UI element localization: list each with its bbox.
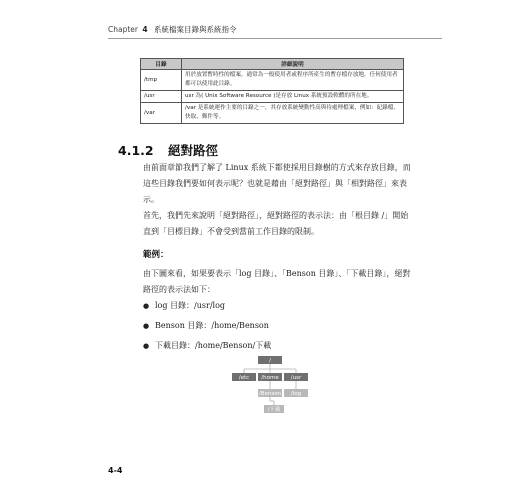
chapter-number: 4 xyxy=(142,25,148,34)
bullet-icon: ● xyxy=(143,322,150,330)
tree-node-root xyxy=(258,356,282,364)
running-header xyxy=(108,24,237,35)
tree-node-home-label: /home xyxy=(261,375,279,382)
tree-connectors xyxy=(244,364,296,405)
tree-node-etc xyxy=(232,373,256,381)
table-header-row xyxy=(141,59,404,70)
directory-table xyxy=(140,58,404,124)
bullet-icon: ● xyxy=(143,342,150,350)
table-cell-description: usr 為( Unix Software Resource )是存放 Linux 系統預設軟體的所在地。 xyxy=(182,91,404,103)
intro-paragraph: 由前面章節我們了解了 Linux 系統下都使採用目錄樹的方式來存放目錄，而這些目錄我們要如何表示呢？也就是藉由「絕對路徑」與「相對路徑」來表示。 xyxy=(143,163,411,204)
list-item-text: 下載目錄：/home/Benson/下載 xyxy=(155,341,272,350)
bullet-icon: ● xyxy=(143,302,150,310)
tree-node-usr xyxy=(284,373,308,381)
chapter-title: 系統檔案目錄與系統指令 xyxy=(154,25,237,34)
table-cell-description: 用於放置暫時性的檔案，通常為一般使用者或程序所產生的暫存檔存放地，任何使用者都可以使用此目錄。 xyxy=(182,70,404,91)
header-divider xyxy=(108,38,442,39)
tree-node-download-label: /下載 xyxy=(267,407,281,414)
tree-node-root-label: / xyxy=(269,358,271,365)
column-header-directory: 目錄 xyxy=(141,59,182,70)
list-item-text: Benson 目錄：/home/Benson xyxy=(155,321,269,330)
tree-node-download xyxy=(264,405,284,413)
section-number: 4.1.2 xyxy=(118,143,154,158)
list-item xyxy=(143,320,271,340)
directory-tree-diagram xyxy=(224,352,324,418)
table-row xyxy=(141,103,404,124)
section-heading xyxy=(118,141,218,159)
table-cell-directory: /tmp xyxy=(141,70,182,91)
example-heading: 範例： xyxy=(143,250,169,260)
tree-node-log-label: /log xyxy=(290,391,302,398)
table-row xyxy=(141,70,404,91)
tree-node-etc-label: /etc xyxy=(238,375,250,382)
example-paragraph: 由下圖來看，如果要表示「log 目錄」、「Benson 目錄」、「下載目錄」，絕對路徑的表示法如下： xyxy=(143,269,411,294)
table-cell-directory: /usr xyxy=(141,91,182,103)
chapter-label: Chapter xyxy=(108,25,138,34)
table-cell-directory: /var xyxy=(141,103,182,124)
list-item-text: log 目錄：/usr/log xyxy=(155,301,226,310)
page-number: 4-4 xyxy=(108,466,123,475)
tree-node-benson-label: /Benson xyxy=(258,391,282,398)
table-row xyxy=(141,91,404,103)
tree-node-home xyxy=(258,373,282,381)
column-header-description: 詳細說明 xyxy=(182,59,404,70)
tree-node-usr-label: /usr xyxy=(290,375,302,382)
list-item xyxy=(143,300,271,320)
path-list xyxy=(143,300,271,360)
section-title: 絕對路徑 xyxy=(167,143,218,158)
definition-paragraph: 首先，我們先來說明「絕對路徑」，絕對路徑的表示法：由「根目錄 /」開始直到「目標目錄」不會受到當前工作目錄的限制。 xyxy=(143,211,409,236)
tree-node-benson xyxy=(258,389,282,397)
tree-node-log xyxy=(284,389,308,397)
table-cell-description: /var 是系統運作主要的目錄之一，其存放系統變動性高與待處理檔案，例如：紀錄檔、快取、郵件等。 xyxy=(182,103,404,124)
